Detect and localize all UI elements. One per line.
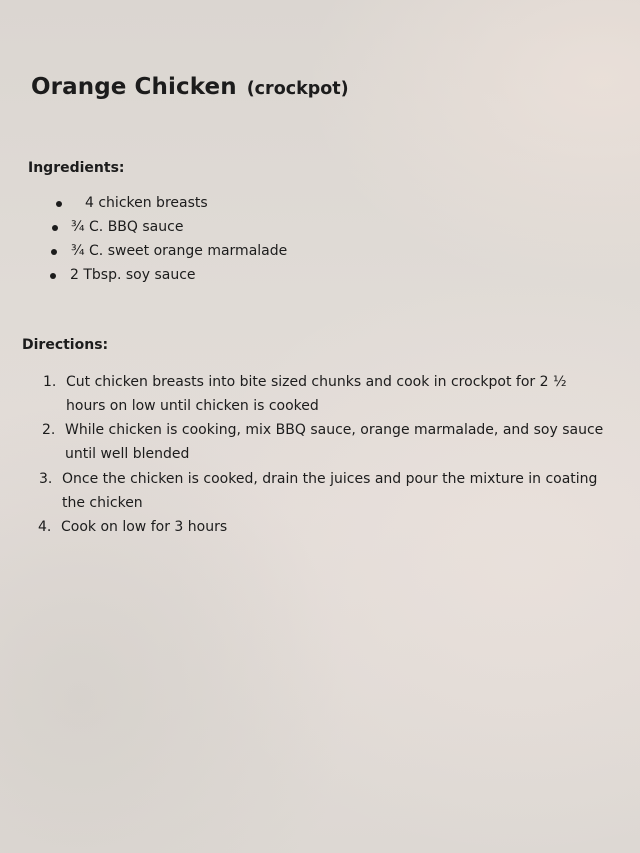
- recipe-title: [31, 64, 349, 102]
- bullet-icon: [51, 249, 57, 255]
- ingredients-heading: Ingredients:: [28, 160, 125, 176]
- directions-heading: Directions:: [22, 337, 109, 353]
- direction-step: [39, 467, 622, 515]
- recipe-title-main: Orange Chicken: [31, 74, 237, 100]
- ingredient-text: ¾ C. sweet orange marmalade: [71, 243, 288, 259]
- direction-step: [38, 515, 621, 539]
- ingredient-item: [71, 219, 183, 235]
- ingredient-text: 2 Tbsp. soy sauce: [70, 267, 196, 283]
- recipe-title-subtitle: (crockpot): [246, 79, 349, 99]
- step-text: Once the chicken is cooked, drain the juices and pour the mixture in coating the chicken: [62, 471, 598, 511]
- ingredient-text: 4 chicken breasts: [85, 195, 208, 211]
- direction-step: [43, 370, 626, 418]
- step-number: 2.: [42, 422, 56, 438]
- bullet-icon: [50, 273, 56, 279]
- direction-step: [42, 418, 625, 466]
- step-text: While chicken is cooking, mix BBQ sauce, orange marmalade, and soy sauce until well blended: [65, 422, 604, 462]
- ingredient-item: [85, 195, 208, 211]
- ingredient-item: [70, 267, 196, 283]
- step-number: 3.: [39, 471, 53, 487]
- bullet-icon: [56, 201, 62, 207]
- ingredient-item: [71, 243, 287, 259]
- step-text: Cut chicken breasts into bite sized chunks and cook in crockpot for 2 ½ hours on low until chicken is cooked: [66, 374, 567, 414]
- step-number: 4.: [38, 519, 52, 535]
- step-number: 1.: [43, 374, 57, 390]
- step-text: Cook on low for 3 hours: [61, 519, 228, 535]
- ingredient-text: ¾ C. BBQ sauce: [71, 219, 184, 235]
- bullet-icon: [52, 225, 58, 231]
